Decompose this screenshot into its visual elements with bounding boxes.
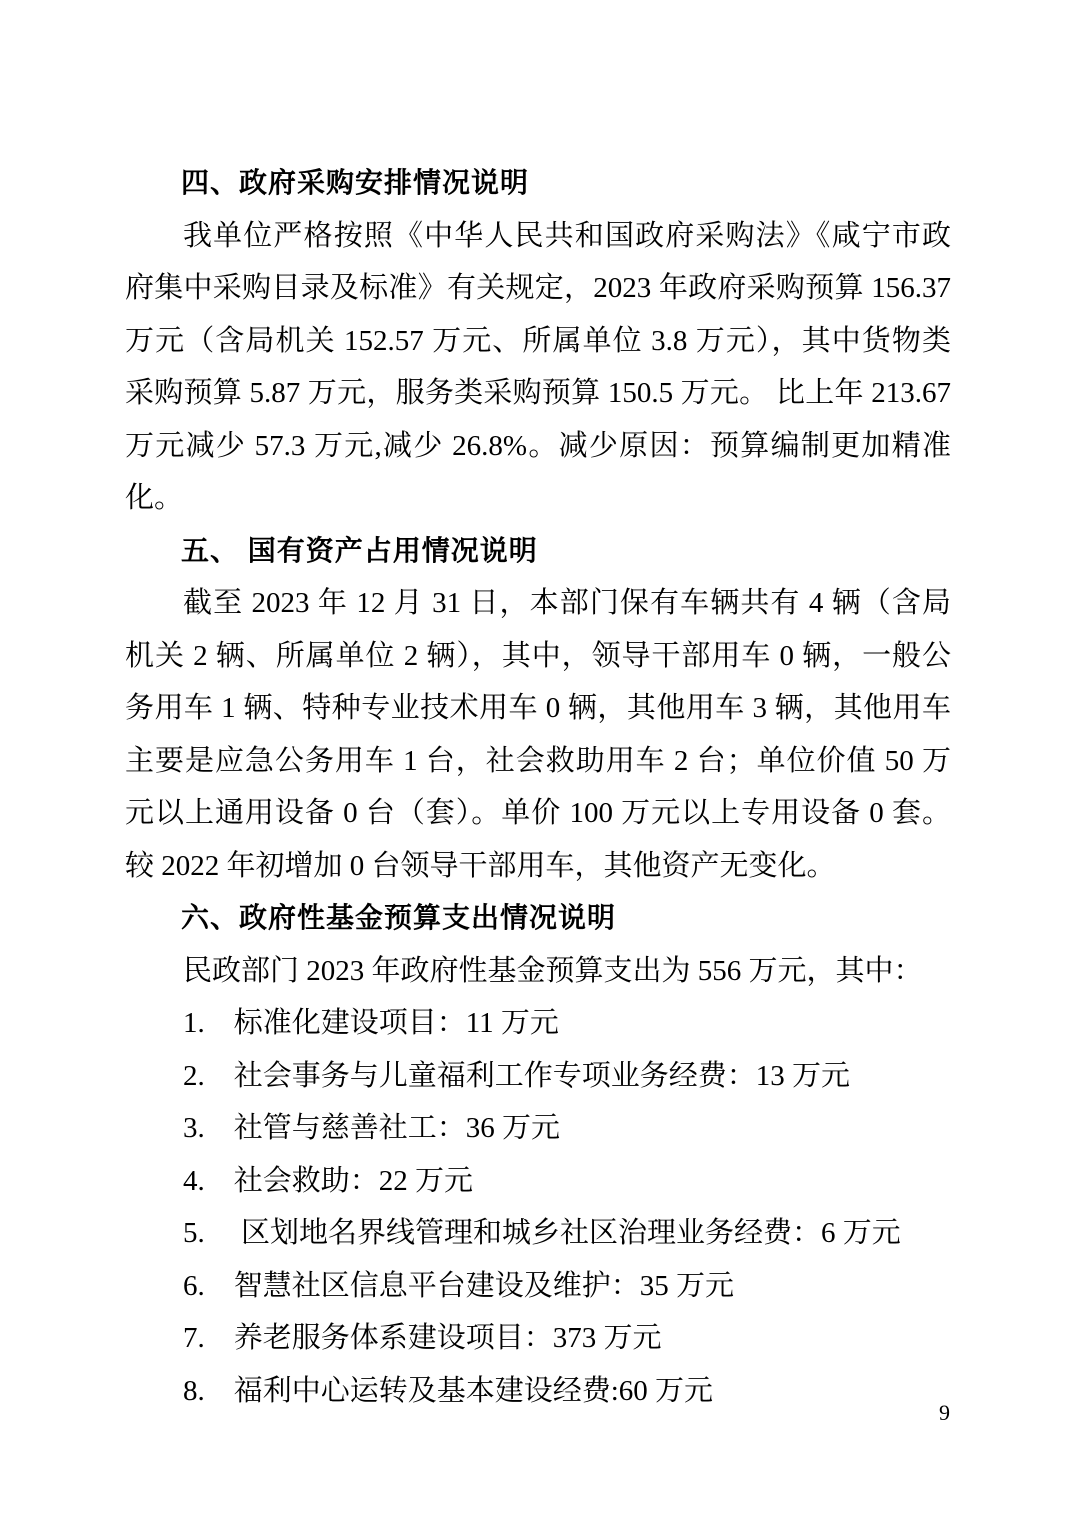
fund-item-6: 6. 智慧社区信息平台建设及维护：35 万元 bbox=[183, 1269, 735, 1302]
fund-item-7: 7. 养老服务体系建设项目：373 万元 bbox=[183, 1322, 662, 1354]
page-number: 9 bbox=[939, 1400, 950, 1425]
paragraph-state-assets: 截至 2023 年 12 月 31 日，本部门保有车辆共有 4 辆（含局机关 2 辆、所属单位 2 辆），其中，领导干部用车 0 辆，一般公务用车 1 辆、特种专业技术用车 0 辆，其他用车 3 辆，其他用车主要是应急公务用车 1 台，社会救助用车 2 台；单位价值 50 万元以上通用设备 0 台（套）。单价 100 万元以上专用设备 0 套。较 2022 年初增加 0 台领导干部用车，其他资产无变化。 bbox=[125, 587, 951, 882]
fund-item-3: 3. 社管与慈善社工：36 万元 bbox=[183, 1112, 561, 1144]
fund-item-2: 2. 社会事务与儿童福利工作专项业务经费：13 万元 bbox=[183, 1059, 851, 1092]
paragraph-gov-fund-intro: 民政部门 2023 年政府性基金预算支出为 556 万元，其中： bbox=[183, 954, 923, 987]
fund-item-8: 8. 福利中心运转及基本建设经费:60 万元 bbox=[183, 1374, 714, 1407]
fund-item-1: 1. 标准化建设项目：11 万元 bbox=[183, 1007, 559, 1039]
fund-item-4: 4. 社会救助：22 万元 bbox=[183, 1164, 474, 1197]
section-heading-gov-fund-budget: 六、政府性基金预算支出情况说明 bbox=[181, 902, 617, 933]
fund-item-5: 5. 区划地名界线管理和城乡社区治理业务经费：6 万元 bbox=[183, 1217, 901, 1249]
document-content bbox=[125, 157, 951, 1417]
paragraph-procurement: 我单位严格按照《中华人民共和国政府采购法》《咸宁市政府集中采购目录及标准》有关规定，2023 年政府采购预算 156.37 万元（含局机关 152.57 万元、所属单位 3.8 万元），其中货物类采购预算 5.87 万元，服务类采购预算 150.5 万元。 比上年 213.67 万元减少 57.3 万元,减少 26.8%。减少原因：预算编制更加精准化。 bbox=[125, 219, 951, 514]
section-heading-procurement: 四、政府采购安排情况说明 bbox=[181, 167, 530, 198]
section-heading-state-assets: 五、 国有资产占用情况说明 bbox=[181, 534, 538, 566]
